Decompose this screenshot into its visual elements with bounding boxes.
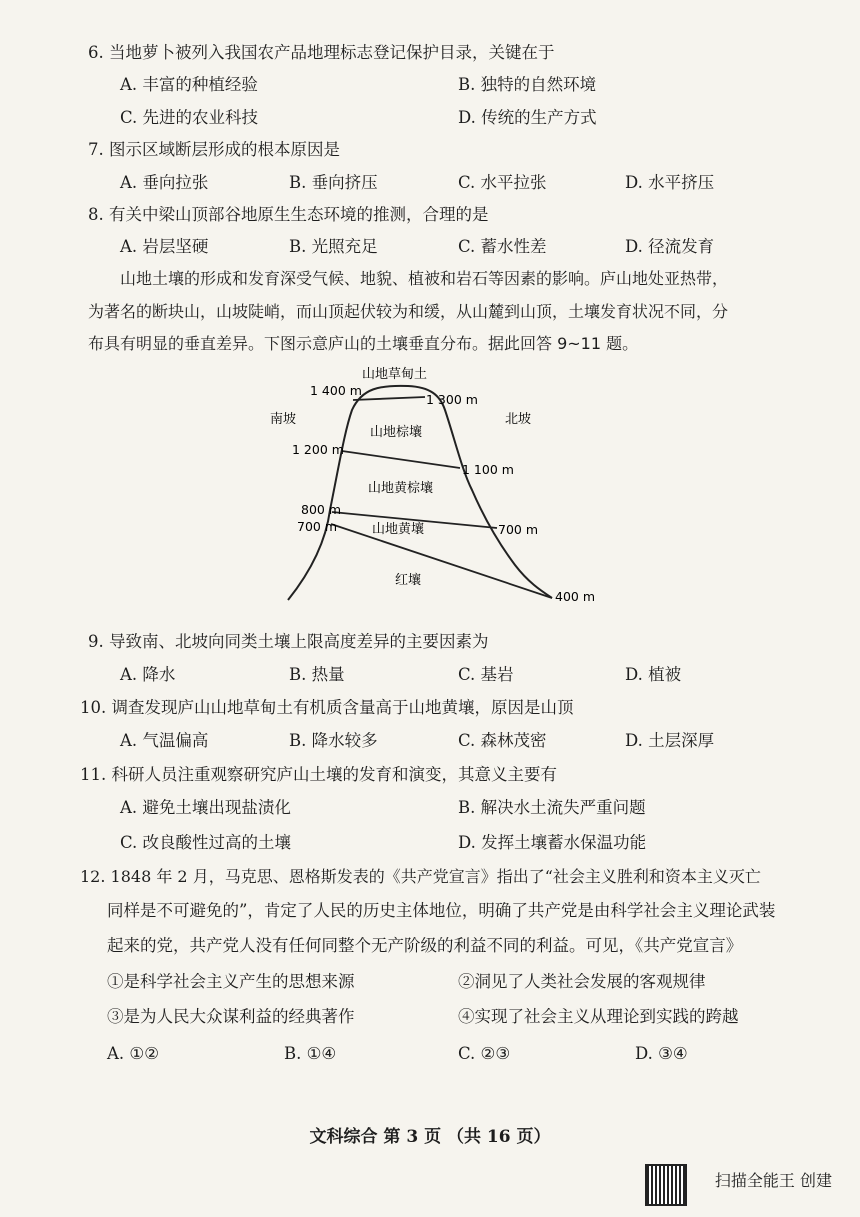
q10-option-d: D. 土层深厚 xyxy=(625,731,715,750)
q12-option-b: B. ①④ xyxy=(284,1044,337,1063)
q9-option-c: C. 基岩 xyxy=(458,665,514,684)
zone-yellow-soil: 山地黄壤 xyxy=(372,522,425,537)
q12-statement-3: ③是为人民大众谋利益的经典著作 xyxy=(107,1007,355,1026)
zone-yellow-brown-soil: 山地黄棕壤 xyxy=(368,481,434,496)
q7-option-c: C. 水平拉张 xyxy=(458,173,547,192)
q7-option-a: A. 垂向拉张 xyxy=(120,173,209,192)
q11-option-d: D. 发挥土壤蓄水保温功能 xyxy=(458,833,647,852)
q8-option-a: A. 岩层坚硬 xyxy=(120,237,209,256)
south-mark-1400: 1 400 m xyxy=(310,383,362,398)
soil-profile-diagram xyxy=(0,355,860,615)
q12-stem-line-3: 起来的党，共产党人没有任何同整个无产阶级的利益不同的利益。可见，《共产党宣言》 xyxy=(107,936,743,955)
north-mark-700: 700 m xyxy=(498,522,539,537)
q11-stem: 11. 科研人员注重观察研究庐山土壤的发育和演变，其意义主要有 xyxy=(80,765,557,784)
q11-option-a: A. 避免土壤出现盐渍化 xyxy=(120,798,291,817)
north-mark-400: 400 m xyxy=(555,589,596,604)
q6-option-a: A. 丰富的种植经验 xyxy=(120,75,258,94)
label-south-slope: 南坡 xyxy=(270,412,297,427)
q9-stem: 9. 导致南、北坡向同类土壤上限高度差异的主要因素为 xyxy=(88,632,489,651)
label-north-slope: 北坡 xyxy=(505,412,532,427)
q12-stem-line-1: 12. 1848 年 2 月，马克思、恩格斯发表的《共产党宣言》指出了“社会主义胜利和资本主义灭亡 xyxy=(80,867,761,886)
q8-option-d: D. 径流发育 xyxy=(625,237,715,256)
q6-stem: 6. 当地萝卜被列入我国农产品地理标志登记保护目录，关键在于 xyxy=(88,43,555,62)
q6-option-d: D. 传统的生产方式 xyxy=(458,108,597,127)
zone-brown-soil: 山地棕壤 xyxy=(370,425,423,440)
north-mark-1100: 1 100 m xyxy=(462,462,514,477)
passage-line-1: 山地土壤的形成和发育深受气候、地貌、植被和岩石等因素的影响。庐山地处亚热带， xyxy=(120,269,729,288)
q11-option-b: B. 解决水土流失严重问题 xyxy=(458,798,646,817)
q12-stem-line-2: 同样是不可避免的”，肯定了人民的历史主体地位，明确了共产党是由科学社会主义理论武装 xyxy=(107,901,776,920)
page-footer: 文科综合 第 3 页 （共 16 页） xyxy=(309,1127,551,1147)
q8-stem: 8. 有关中梁山顶部谷地原生生态环境的推测，合理的是 xyxy=(88,205,489,224)
boundary-1400-1300 xyxy=(353,397,425,400)
qr-code-icon xyxy=(645,1164,687,1206)
south-mark-800: 800 m xyxy=(301,502,342,517)
q6-option-c: C. 先进的农业科技 xyxy=(120,108,259,127)
q9-option-a: A. 降水 xyxy=(120,665,176,684)
zone-red-soil: 红壤 xyxy=(395,573,422,588)
q12-option-c: C. ②③ xyxy=(458,1044,511,1063)
label-meadow-soil: 山地草甸土 xyxy=(362,367,428,382)
q12-option-a: A. ①② xyxy=(107,1044,159,1063)
south-mark-700: 700 m xyxy=(297,519,338,534)
scanner-watermark: 扫描全能王 创建 xyxy=(714,1171,832,1190)
q7-stem: 7. 图示区域断层形成的根本原因是 xyxy=(88,140,340,159)
q8-option-b: B. 光照充足 xyxy=(289,237,378,256)
q7-option-d: D. 水平挤压 xyxy=(625,173,715,192)
passage-line-2: 为著名的断块山，山坡陡峭，而山顶起伏较为和缓，从山麓到山顶，土壤发育状况不同，分 xyxy=(88,302,729,321)
q9-option-b: B. 热量 xyxy=(289,665,345,684)
q12-statement-2: ②洞见了人类社会发展的客观规律 xyxy=(458,972,706,991)
q7-option-b: B. 垂向挤压 xyxy=(289,173,378,192)
q10-stem: 10. 调查发现庐山山地草甸土有机质含量高于山地黄壤，原因是山顶 xyxy=(80,698,574,717)
q10-option-a: A. 气温偏高 xyxy=(120,731,209,750)
q11-option-c: C. 改良酸性过高的土壤 xyxy=(120,833,292,852)
q9-option-d: D. 植被 xyxy=(625,665,682,684)
q12-statement-1: ①是科学社会主义产生的思想来源 xyxy=(107,972,355,991)
q6-option-b: B. 独特的自然环境 xyxy=(458,75,597,94)
q10-option-b: B. 降水较多 xyxy=(289,731,378,750)
south-mark-1200: 1 200 m xyxy=(292,442,344,457)
q12-statement-4: ④实现了社会主义从理论到实践的跨越 xyxy=(458,1007,739,1026)
q8-option-c: C. 蓄水性差 xyxy=(458,237,547,256)
q12-option-d: D. ③④ xyxy=(635,1044,688,1063)
q10-option-c: C. 森林茂密 xyxy=(458,731,547,750)
north-mark-1300: 1 300 m xyxy=(426,392,478,407)
boundary-1200-1100 xyxy=(342,451,460,468)
passage-line-3: 布具有明显的垂直差异。下图示意庐山的土壤垂直分布。据此回答 9~11 题。 xyxy=(88,334,639,353)
